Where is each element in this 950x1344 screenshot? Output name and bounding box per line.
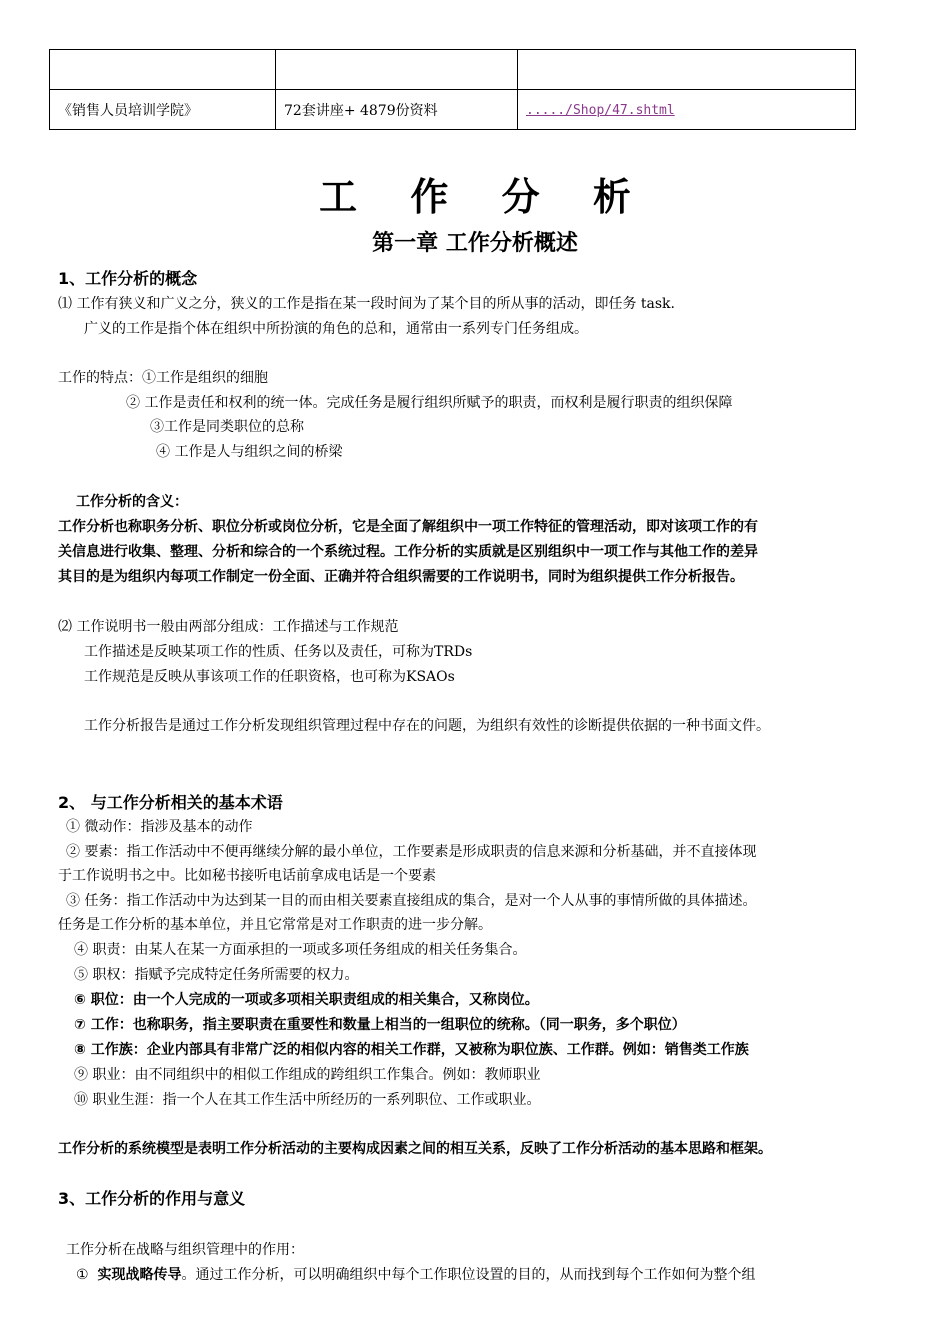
meaning-text: 工作分析也称职务分析、职位分析或岗位分析，它是全面了解组织中一项工作特征的管理活动，即对该项工作的有 <box>58 519 758 535</box>
header-cell <box>518 50 856 90</box>
item-keyword: 实现战略传导 <box>97 1267 182 1283</box>
section-3-heading: 3、工作分析的作用与意义 <box>58 1189 246 1208</box>
term-item: ④ 职责：由某人在某一方面承担的一项或多项任务组成的相关任务集合。 <box>74 942 527 958</box>
term-item: ⑨ 职业：由不同组织中的相似工作组成的跨组织工作集合。例如：教师职业 <box>74 1067 541 1083</box>
meaning-label: 工作分析的含义： <box>76 494 188 510</box>
shop-link-cell <box>518 90 856 130</box>
shop-link[interactable]: ...../Shop/47.shtml <box>526 102 675 118</box>
meaning-text: 关信息进行收集、整理、分析和综合的一个系统过程。工作分析的实质就是区别组织中一项工作与其他工作的差异 <box>58 544 758 560</box>
academy-name-cell: 《销售人员培训学院》 <box>50 90 276 130</box>
system-model-text: 工作分析的系统模型是表明工作分析活动的主要构成因素之间的相互关系，反映了工作分析活动的基本思路和框架。 <box>58 1141 772 1157</box>
term-item: ③ 任务：指工作活动中为达到某一目的而由相关要素直接组成的集合，是对一个人从事的事情所做的具体描述。 <box>66 893 757 909</box>
role-item <box>76 1263 755 1287</box>
term-item: ① 微动作：指涉及基本的动作 <box>66 819 253 835</box>
term-item: 任务是工作分析的基本单位，并且它常常是对工作职责的进一步分解。 <box>58 917 492 933</box>
paragraph: 工作规范是反映从事该项工作的任职资格，也可称为KSAOs <box>84 669 455 685</box>
document-title: 工 作 分 析 <box>319 175 651 219</box>
term-item: 于工作说明书之中。比如秘书接听电话前拿成电话是一个要素 <box>58 868 436 884</box>
chapter-title: 第一章 工作分析概述 <box>372 231 578 256</box>
resource-count-cell: 72套讲座+ 4879份资料 <box>276 90 518 130</box>
header-row-empty <box>50 50 856 90</box>
term-item: ⑤ 职权：指赋予完成特定任务所需要的权力。 <box>74 967 359 983</box>
feature-item: ④ 工作是人与组织之间的桥梁 <box>156 444 343 460</box>
meaning-text: 其目的是为组织内每项工作制定一份全面、正确并符合组织需要的工作说明书，同时为组织提供工作分析报告。 <box>58 569 744 585</box>
term-item: ⑧ 工作族：企业内部具有非常广泛的相似内容的相关工作群，又被称为职位族、工作群。例如：销售类工作族 <box>74 1042 749 1058</box>
term-item: ⑥ 职位：由一个人完成的一项或多项相关职责组成的相关集合，又称岗位。 <box>74 992 539 1008</box>
item-number: ① <box>76 1267 89 1283</box>
header-cell <box>276 50 518 90</box>
header-cell <box>50 50 276 90</box>
paragraph: 广义的工作是指个体在组织中所扮演的角色的总和，通常由一系列专门任务组成。 <box>84 321 588 337</box>
feature-item: ③工作是同类职位的总称 <box>150 419 304 435</box>
term-item: ⑦ 工作：也称职务，指主要职责在重要性和数量上相当的一组职位的统称。（同一职务，多个职位） <box>74 1017 686 1033</box>
header-table <box>49 49 856 130</box>
paragraph: 工作描述是反映某项工作的性质、任务以及责任，可称为TRDs <box>84 644 473 660</box>
section-2-heading: 2、 与工作分析相关的基本术语 <box>58 793 283 812</box>
section-1-heading: 1、工作分析的概念 <box>58 269 198 288</box>
paragraph: ⑵ 工作说明书一般由两部分组成：工作描述与工作规范 <box>58 619 399 635</box>
item-text: 。通过工作分析，可以明确组织中每个工作职位设置的目的，从而找到每个工作如何为整个组 <box>181 1267 756 1283</box>
paragraph: ⑴ 工作有狭义和广义之分，狭义的工作是指在某一段时间为了某个目的所从事的活动，即任务 task. <box>58 296 675 312</box>
paragraph: 工作分析报告是通过工作分析发现组织管理过程中存在的问题，为组织有效性的诊断提供依据的一种书面文件。 <box>84 718 770 734</box>
subheading: 工作分析在战略与组织管理中的作用： <box>66 1242 304 1258</box>
features-label: 工作的特点：①工作是组织的细胞 <box>58 370 268 386</box>
term-item: ⑩ 职业生涯：指一个人在其工作生活中所经历的一系列职位、工作或职业。 <box>74 1092 541 1108</box>
header-row <box>50 90 856 130</box>
term-item: ② 要素：指工作活动中不便再继续分解的最小单位，工作要素是形成职责的信息来源和分析基础，并不直接体现 <box>66 844 757 860</box>
feature-item: ② 工作是责任和权利的统一体。完成任务是履行组织所赋予的职责，而权利是履行职责的组织保障 <box>126 395 733 411</box>
